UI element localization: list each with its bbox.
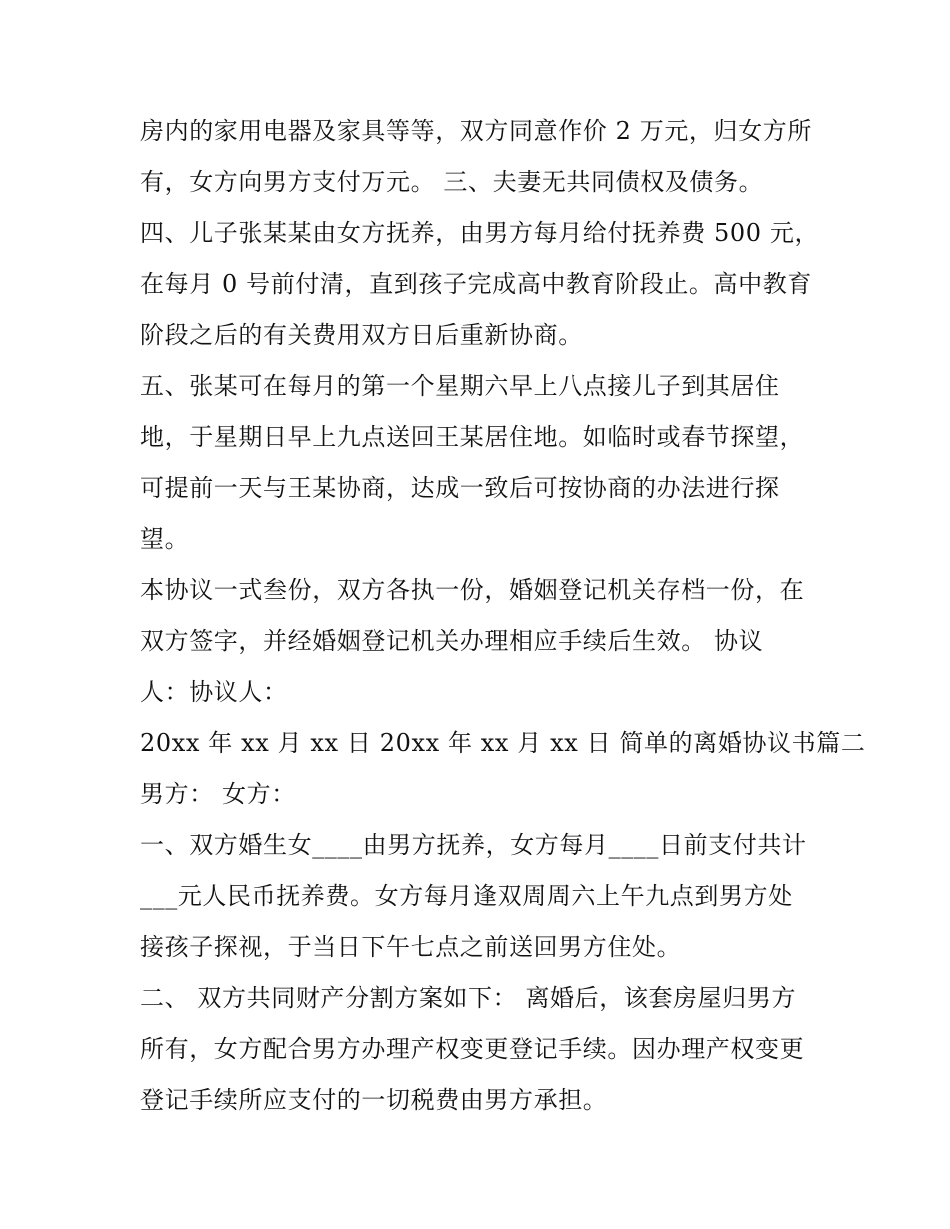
- text-line-15: 一、双方婚生女____由男方抚养，女方每月____日前支付共计: [140, 831, 807, 859]
- text-line-16: ___元人民币抚养费。女方每月逢双周周六上午九点到男方处: [140, 882, 793, 910]
- text-line-1: 房内的家用电器及家具等等，双方同意作价 2 万元，归女方所: [140, 117, 812, 145]
- text-line-10: 本协议一式叁份，双方各执一份，婚姻登记机关存档一份，在: [140, 576, 805, 604]
- text-line-17: 接孩子探视，于当日下午七点之前送回男方住处。: [140, 933, 682, 961]
- text-line-2: 有，女方向男方支付万元。 三、夫妻无共同债权及债务。: [140, 168, 764, 196]
- text-line-20: 登记手续所应支付的一切税费由男方承担。: [140, 1086, 608, 1114]
- text-line-12: 人：协议人：: [140, 678, 288, 706]
- text-line-4: 在每月 0 号前付清，直到孩子完成高中教育阶段止。高中教育: [140, 270, 812, 298]
- document-body: [140, 106, 866, 1126]
- text-line-19: 所有，女方配合男方办理产权变更登记手续。因办理产权变更: [140, 1035, 805, 1063]
- text-line-3: 四、儿子张某某由女方抚养，由男方每月给付抚养费 500 元，: [140, 219, 820, 247]
- text-line-8: 可提前一天与王某协商，达成一致后可按协商的办法进行探: [140, 474, 780, 502]
- text-line-9: 望。: [140, 525, 190, 553]
- text-line-13: 20xx 年 xx 月 xx 日 20xx 年 xx 月 xx 日 简单的离婚协议书篇二: [140, 729, 866, 757]
- text-line-18: 二、 双方共同财产分割方案如下： 离婚后，该套房屋归男方: [140, 984, 797, 1012]
- text-line-6: 五、张某可在每月的第一个星期六早上八点接儿子到其居住: [140, 372, 780, 400]
- text-line-14: 男方： 女方：: [140, 780, 296, 808]
- text-line-5: 阶段之后的有关费用双方日后重新协商。: [140, 321, 583, 349]
- text-line-11: 双方签字，并经婚姻登记机关办理相应手续后生效。 协议: [140, 627, 764, 655]
- text-line-7: 地，于星期日早上九点送回王某居住地。如临时或春节探望，: [140, 423, 805, 451]
